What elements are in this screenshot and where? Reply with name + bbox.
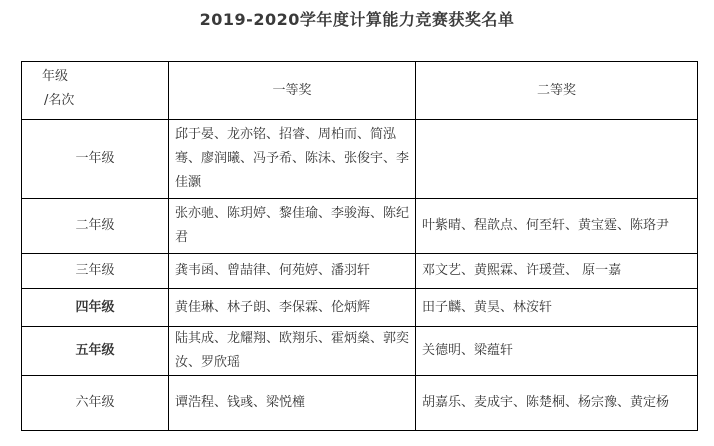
first-prize-cell: 谭浩程、钱彧、梁悦橦 [169,376,416,431]
grade-cell: 二年级 [22,199,169,254]
grade-cell: 一年级 [22,120,169,199]
second-prize-header: 二等奖 [416,62,698,120]
grade-cell: 四年级 [22,289,169,327]
corner-label-rank: /名次 [44,93,75,108]
award-table [21,61,698,431]
table-row [22,376,698,431]
second-prize-cell: 田子麟、黄昊、林洝轩 [416,289,698,327]
table-row [22,199,698,254]
first-prize-cell: 龚韦函、曾喆律、何苑婷、潘羽轩 [169,254,416,289]
second-prize-cell: 叶紫晴、程歆点、何至轩、黄宝霆、陈珞尹 [416,199,698,254]
second-prize-cell: 胡嘉乐、麦成宇、陈楚桐、杨宗豫、黄定杨 [416,376,698,431]
document-title: 2019-2020学年度计算能力竞赛获奖名单 [199,10,515,29]
table-row [22,289,698,327]
corner-header-cell [22,62,169,120]
first-prize-cell: 邱于晏、龙亦铭、招睿、周柏而、简泓骞、廖润曦、冯予希、陈沬、张俊宇、李佳灏 [169,120,416,199]
corner-label-grade: 年级 [42,69,69,84]
second-prize-cell: 邓文艺、黄熙霖、许瑗萱、 原一嘉 [416,254,698,289]
grade-cell: 五年级 [22,327,169,376]
table-header-row [22,62,698,120]
table-row [22,120,698,199]
second-prize-cell: 关德明、梁蕴轩 [416,327,698,376]
table-row [22,254,698,289]
first-prize-cell: 陆其成、龙耀翔、欧翔乐、霍炳燊、郭奕汝、罗欣瑶 [169,327,416,376]
grade-cell: 三年级 [22,254,169,289]
first-prize-header: 一等奖 [169,62,416,120]
first-prize-cell: 黄佳琳、林子朗、李保霖、伦炳辉 [169,289,416,327]
second-prize-cell [416,120,698,199]
table-row [22,327,698,376]
grade-cell: 六年级 [22,376,169,431]
first-prize-cell: 张亦驰、陈玥婷、黎佳瑜、李骏海、陈纪君 [169,199,416,254]
